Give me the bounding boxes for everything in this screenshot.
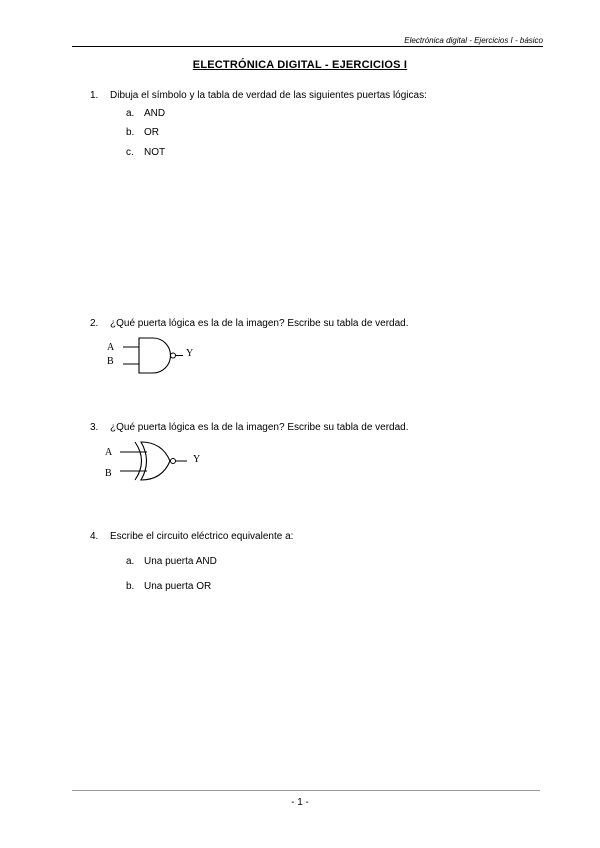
list-item-letter: a.: [126, 556, 135, 567]
nor-gate-figure: [102, 438, 212, 484]
inverter-bubble: [171, 353, 176, 358]
output-label: Y: [186, 348, 194, 359]
nand-gate-figure: [105, 334, 205, 378]
list-item-text: NOT: [144, 147, 166, 158]
list-item-text: AND: [144, 108, 166, 119]
question-text: Escribe el circuito eléctrico equivalente a:: [110, 531, 294, 542]
list-item-letter: b.: [126, 127, 135, 138]
list-item-letter: c.: [126, 147, 134, 158]
list-item-letter: b.: [126, 581, 135, 592]
input-b-label: B: [107, 356, 114, 367]
list-item-text: Una puerta OR: [144, 581, 212, 592]
question-text: ¿Qué puerta lógica es la de la imagen? Escribe su tabla de verdad.: [110, 318, 409, 329]
page-number: - 1 -: [291, 797, 309, 808]
question-text: Dibuja el símbolo y la tabla de verdad de las siguientes puertas lógicas:: [110, 90, 427, 101]
output-label: Y: [193, 454, 201, 465]
question-number: 4.: [90, 531, 99, 542]
question-text: ¿Qué puerta lógica es la de la imagen? Escribe su tabla de verdad.: [110, 422, 409, 433]
list-item-letter: a.: [126, 108, 135, 119]
header-divider: [72, 46, 543, 47]
running-header: Electrónica digital - Ejercicios I - básico: [404, 36, 543, 45]
footer-divider: [72, 790, 540, 791]
or-gate-body: [141, 442, 170, 480]
input-a-label: A: [107, 342, 115, 353]
question-number: 2.: [90, 318, 99, 329]
page-title: ELECTRÓNICA DIGITAL - EJERCICIOS I: [192, 59, 408, 71]
input-b-label: B: [105, 468, 112, 479]
question-number: 1.: [90, 90, 99, 101]
list-item-text: OR: [144, 127, 159, 138]
or-gate-back-curve: [135, 442, 142, 480]
inverter-bubble: [171, 459, 176, 464]
and-gate-body: [139, 338, 171, 373]
input-a-label: A: [105, 447, 113, 458]
list-item-text: Una puerta AND: [144, 556, 217, 567]
question-number: 3.: [90, 422, 99, 433]
